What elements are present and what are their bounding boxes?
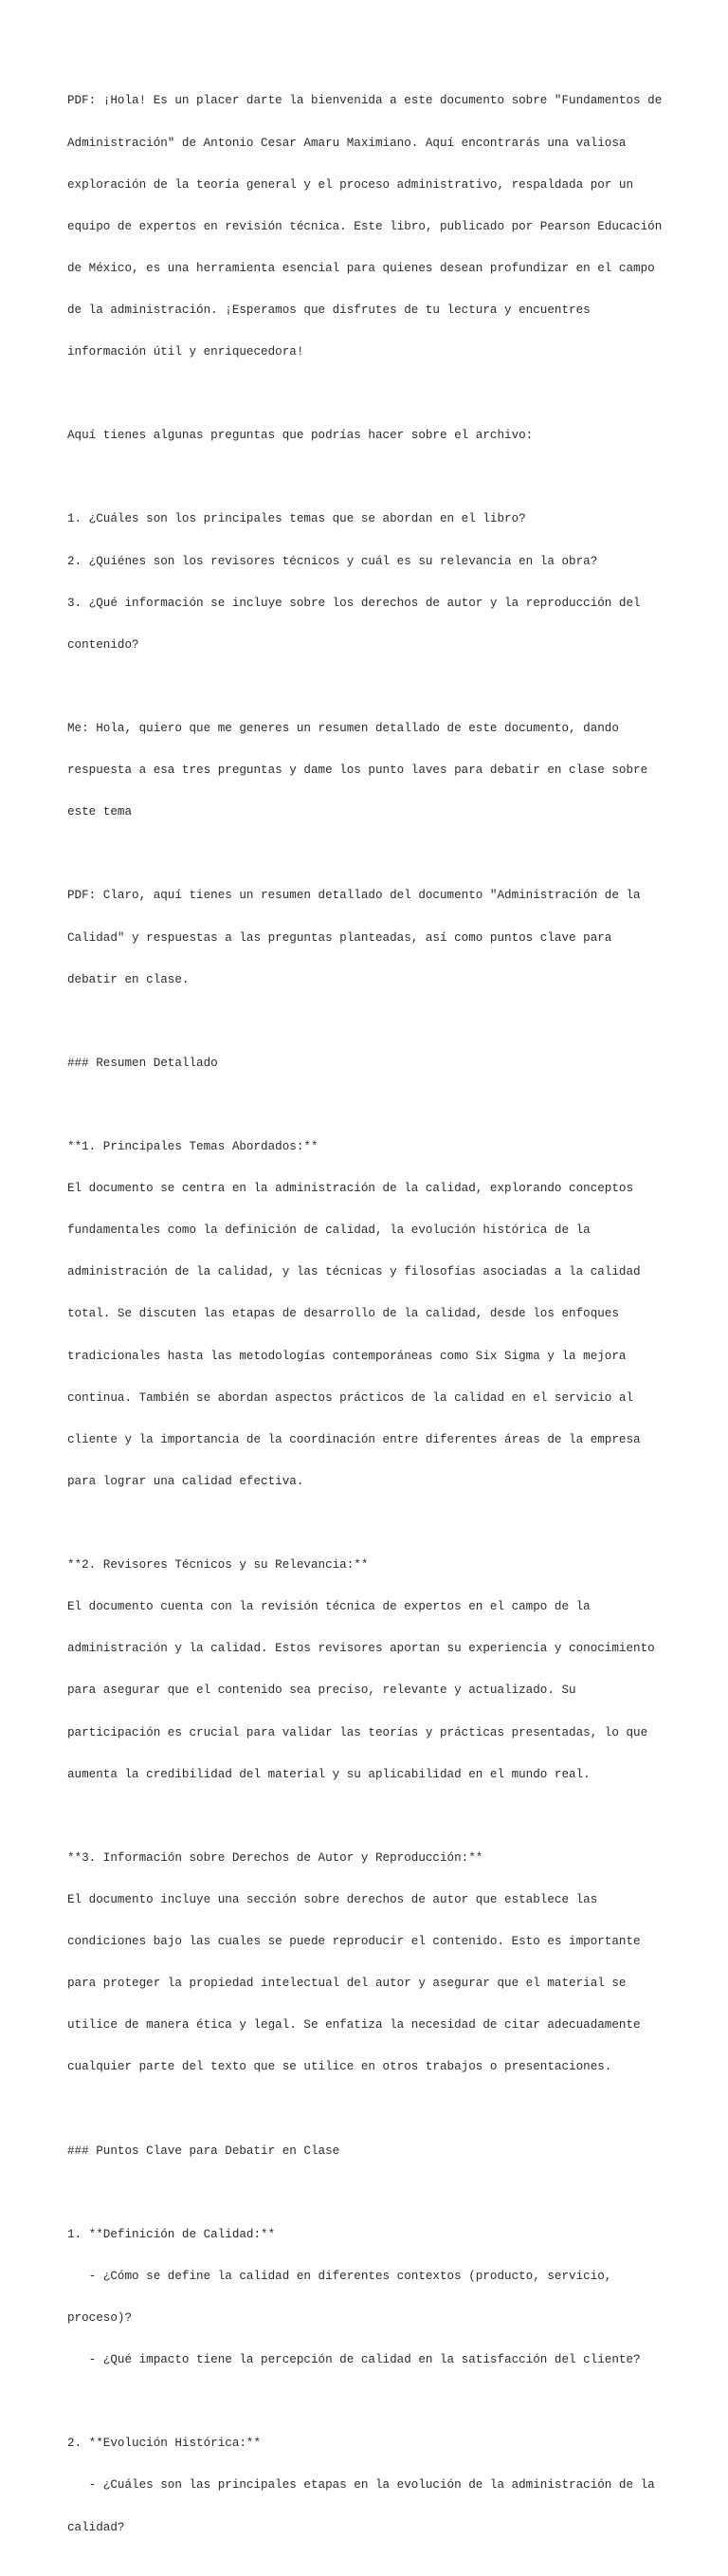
subheading-line: **3. Información sobre Derechos de Autor y Reproducción:** <box>67 1850 483 1865</box>
text-line: participación es crucial para validar las teorías y prácticas presentadas, lo que <box>67 1725 648 1739</box>
subheading-line: **1. Principales Temas Abordados:** <box>67 1140 318 1154</box>
questions-list <box>67 485 674 680</box>
text-line: para lograr una calidad efectiva. <box>67 1474 304 1488</box>
text-line: este tema <box>67 805 133 819</box>
text-line: aumenta la credibilidad del material y su aplicabilidad en el mundo real. <box>67 1767 591 1781</box>
text-line: tradicionales hasta las metodologías contemporáneas como Six Sigma y la mejora <box>67 1349 627 1363</box>
text-line: Aquí tienes algunas preguntas que podrías hacer sobre el archivo: <box>67 429 534 443</box>
text-line: de México, es una herramienta esencial para quienes desean profundizar en el campo <box>67 261 655 275</box>
text-line: fundamentales como la definición de calidad, la evolución histórica de la <box>67 1224 591 1238</box>
heading-line: ### Resumen Detallado <box>67 1056 218 1070</box>
list-item: 3. ¿Qué información se incluye sobre los derechos de autor y la reproducción del <box>67 596 641 610</box>
debate-point-evolution <box>67 2409 674 2563</box>
debate-point-definition <box>67 2199 674 2395</box>
text-line: PDF: Claro, aquí tienes un resumen detallado del documento "Administración de la <box>67 889 641 903</box>
text-line: cualquier parte del texto que se utilice en otros trabajos o presentaciones. <box>67 2060 612 2074</box>
summary-topics-paragraph <box>67 1113 674 1517</box>
text-line: equipo de expertos en revisión técnica. Este libro, publicado por Pearson Educación <box>67 219 663 233</box>
text-line: calidad? <box>67 2520 125 2534</box>
text-line: contenido? <box>67 637 139 652</box>
sub-list-item: - ¿Cuáles son las principales etapas en la evolución de la administración de la <box>67 2478 655 2493</box>
section-heading-summary <box>67 1028 674 1098</box>
heading-line: ### Puntos Clave para Debatir en Clase <box>67 2144 340 2158</box>
text-line: para proteger la propiedad intelectual del autor y asegurar que el material se <box>67 1977 627 1991</box>
text-line: El documento se centra en la administración de la calidad, explorando conceptos <box>67 1182 634 1196</box>
text-line: proceso)? <box>67 2311 133 2326</box>
sub-list-item: - ¿Cómo se define la calidad en diferentes contextos (producto, servicio, <box>67 2269 612 2283</box>
list-item: 2. ¿Quiénes son los revisores técnicos y cuál es su relevancia en la obra? <box>67 554 598 568</box>
list-item: 1. ¿Cuáles son los principales temas que se abordan en el libro? <box>67 512 526 526</box>
questions-intro-paragraph <box>67 401 674 471</box>
intro-paragraph <box>67 66 674 387</box>
text-line: cliente y la importancia de la coordinación entre diferentes áreas de la empresa <box>67 1432 641 1446</box>
text-line: administración de la calidad, y las técnicas y filosofías asociadas a la calidad <box>67 1265 641 1279</box>
text-line: condiciones bajo las cuales se puede reproducir el contenido. Esto es importante <box>67 1935 641 1949</box>
text-line: administración y la calidad. Estos revisores aportan su experiencia y conocimiento <box>67 1642 655 1656</box>
text-line: Calidad" y respuestas a las preguntas planteadas, así como puntos clave para <box>67 930 612 945</box>
summary-copyright-paragraph <box>67 1823 674 2102</box>
text-line: debatir en clase. <box>67 972 190 986</box>
sub-list-item: - ¿Qué impacto tiene la percepción de calidad en la satisfacción del cliente? <box>67 2353 641 2367</box>
response-intro-paragraph <box>67 861 674 1015</box>
text-line: Me: Hola, quiero que me generes un resumen detallado de este documento, dando <box>67 722 619 735</box>
text-line: para asegurar que el contenido sea preciso, relevante y actualizado. Su <box>67 1684 576 1698</box>
text-line: información útil y enriquecedora! <box>67 345 304 359</box>
user-request-paragraph <box>67 694 674 848</box>
list-item: 1. **Definición de Calidad:** <box>67 2227 276 2241</box>
text-line: Administración" de Antonio Cesar Amaru Maximiano. Aquí encontrarás una valiosa <box>67 136 627 150</box>
text-line: exploración de la teoría general y el proceso administrativo, respaldada por un <box>67 177 634 192</box>
list-item: 2. **Evolución Histórica:** <box>67 2437 262 2451</box>
summary-reviewers-paragraph <box>67 1531 674 1810</box>
text-line: utilice de manera ética y legal. Se enfatiza la necesidad de citar adecuadamente <box>67 2018 641 2033</box>
text-line: El documento incluye una sección sobre derechos de autor que establece las <box>67 1892 598 1906</box>
document-body <box>67 66 674 2576</box>
text-line: PDF: ¡Hola! Es un placer darte la bienvenida a este documento sobre "Fundamentos de <box>67 94 663 108</box>
section-heading-debate <box>67 2116 674 2186</box>
subheading-line: **2. Revisores Técnicos y su Relevancia:** <box>67 1558 369 1573</box>
text-line: total. Se discuten las etapas de desarrollo de la calidad, desde los enfoques <box>67 1307 619 1321</box>
text-line: El documento cuenta con la revisión técnica de expertos en el campo de la <box>67 1600 591 1614</box>
text-line: respuesta a esa tres preguntas y dame los punto laves para debatir en clase sobre <box>67 764 648 778</box>
text-line: de la administración. ¡Esperamos que disfrutes de tu lectura y encuentres <box>67 303 591 317</box>
text-line: continua. También se abordan aspectos prácticos de la calidad en el servicio al <box>67 1390 634 1405</box>
